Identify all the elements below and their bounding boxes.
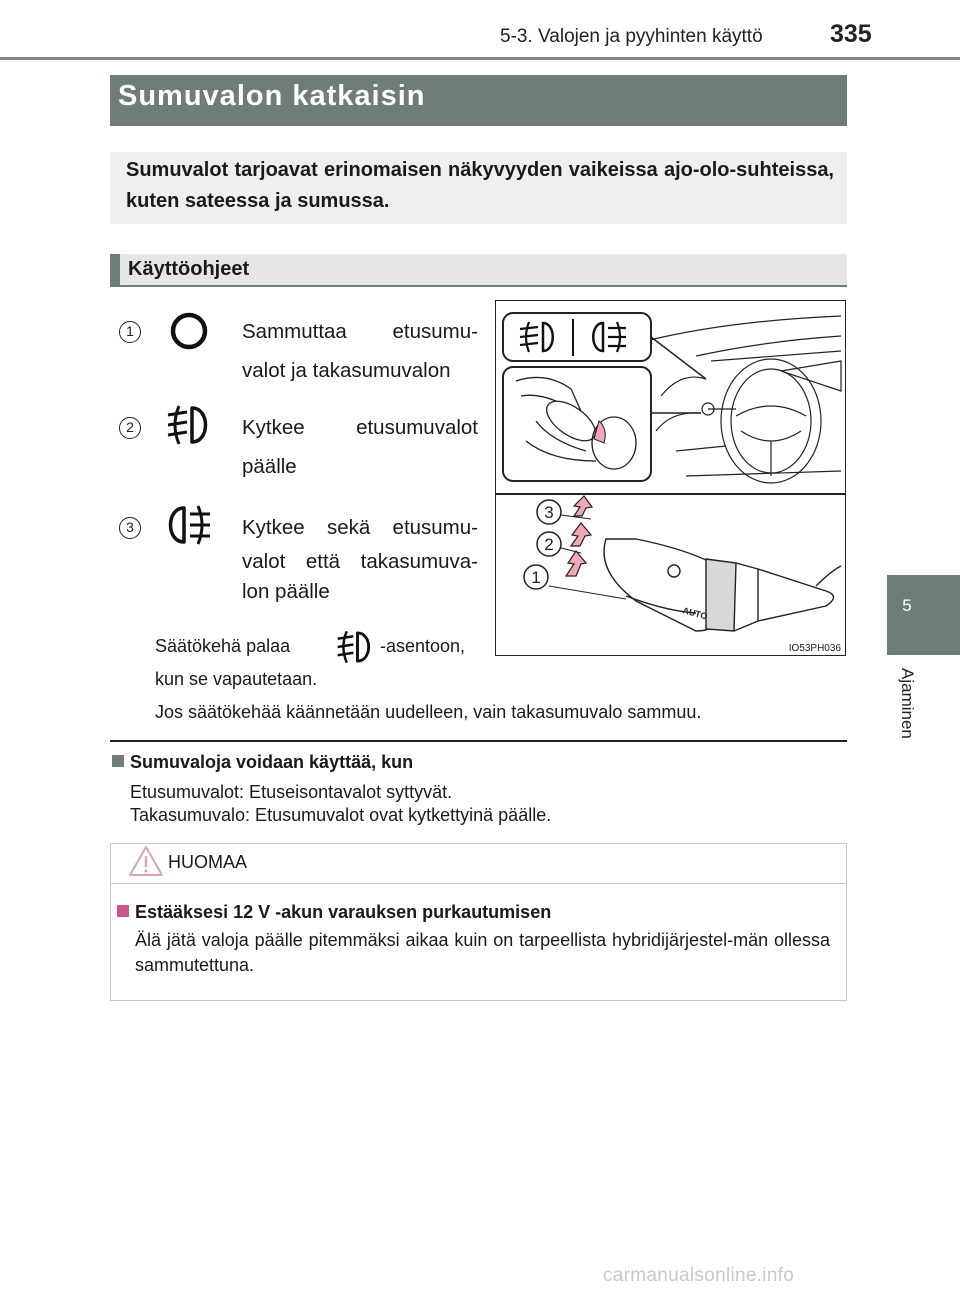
step-number-1: 1	[119, 321, 141, 343]
running-header-section: 5-3. Valojen ja pyyhinten käyttö	[500, 26, 763, 47]
step-1-text	[242, 312, 478, 390]
step-2-text	[242, 408, 478, 486]
square-bullet-pink-icon	[117, 905, 129, 917]
watermark: carmanualsonline.info	[603, 1265, 795, 1286]
repeat-note: Jos säätökehää käännetään uudelleen, vain takasumuvalo sammuu.	[155, 702, 702, 722]
section-rule	[110, 740, 847, 742]
conditions-line-2: Takasumuvalo: Etusumuvalot ovat kytkettyinä päälle.	[130, 805, 552, 825]
notice-body: Älä jätä valoja päälle pitemmäksi aikaa kuin on tarpeellista hybridijärjestel-män ollessa sammutettuna.	[135, 930, 830, 975]
chapter-tab-label: Ajaminen	[898, 668, 917, 739]
step-1-line-2: valot ja takasumuvalon	[242, 359, 451, 382]
page-title: Sumuvalon katkaisin	[118, 80, 426, 112]
return-note-before: Säätökehä palaa	[155, 636, 291, 656]
figure-callout-3: 3	[544, 503, 554, 522]
step-number-3: 3	[119, 517, 141, 539]
figure-callout-1: 1	[531, 568, 541, 587]
figure-arrow-2	[571, 523, 591, 546]
step-1-line-1: Sammuttaa etusumu-	[242, 320, 478, 343]
step-number-2: 2	[119, 417, 141, 439]
warning-triangle-icon	[128, 845, 164, 877]
intro-text: Sumuvalot tarjoavat erinomaisen näkyvyyden vaikeissa ajo-olo-suhteissa, kuten sateessa ja sumussa.	[126, 159, 834, 212]
fog-switch-illustration	[496, 301, 846, 656]
off-circle-icon	[168, 310, 210, 352]
step-3-line-2: valot että takasumuva-	[242, 550, 478, 573]
notice-heading-text: Estääksesi 12 V -akun varauksen purkautumisen	[135, 902, 552, 922]
page-number: 335	[830, 20, 872, 48]
figure-arrow-1	[566, 551, 586, 576]
notice-heading	[117, 902, 551, 923]
conditions-heading-text: Sumuvaloja voidaan käyttää, kun	[130, 752, 414, 772]
figure-callout-2: 2	[544, 535, 554, 554]
subheading-accent	[110, 254, 120, 287]
fog-switch-figure	[495, 300, 846, 656]
conditions-line-1: Etusumuvalot: Etuseisontavalot syttyvät.	[130, 782, 453, 802]
rear-fog-light-icon	[160, 502, 216, 548]
switch-auto-label: AUTO	[681, 605, 709, 622]
step-2-line-2: päälle	[242, 455, 297, 478]
square-bullet-icon	[112, 755, 124, 767]
step-3-line-1: Kytkee sekä etusumu-	[242, 516, 478, 539]
return-note-line-2: kun se vapautetaan.	[155, 669, 318, 689]
step-3-text	[242, 508, 478, 607]
step-3-line-3: lon päälle	[242, 580, 330, 603]
return-note-after: -asentoon,	[380, 636, 466, 656]
front-fog-light-icon	[162, 402, 216, 448]
figure-arrow-3	[574, 496, 592, 516]
subheading: Käyttöohjeet	[128, 258, 250, 280]
front-fog-light-inline-icon	[332, 628, 378, 666]
figure-code: IO53PH036	[788, 643, 841, 654]
header-rule	[0, 57, 960, 60]
notice-title: HUOMAA	[168, 852, 248, 872]
conditions-heading	[112, 752, 413, 773]
chapter-tab-number: 5	[902, 596, 912, 615]
step-2-line-1: Kytkee etusumuvalot	[242, 416, 478, 439]
